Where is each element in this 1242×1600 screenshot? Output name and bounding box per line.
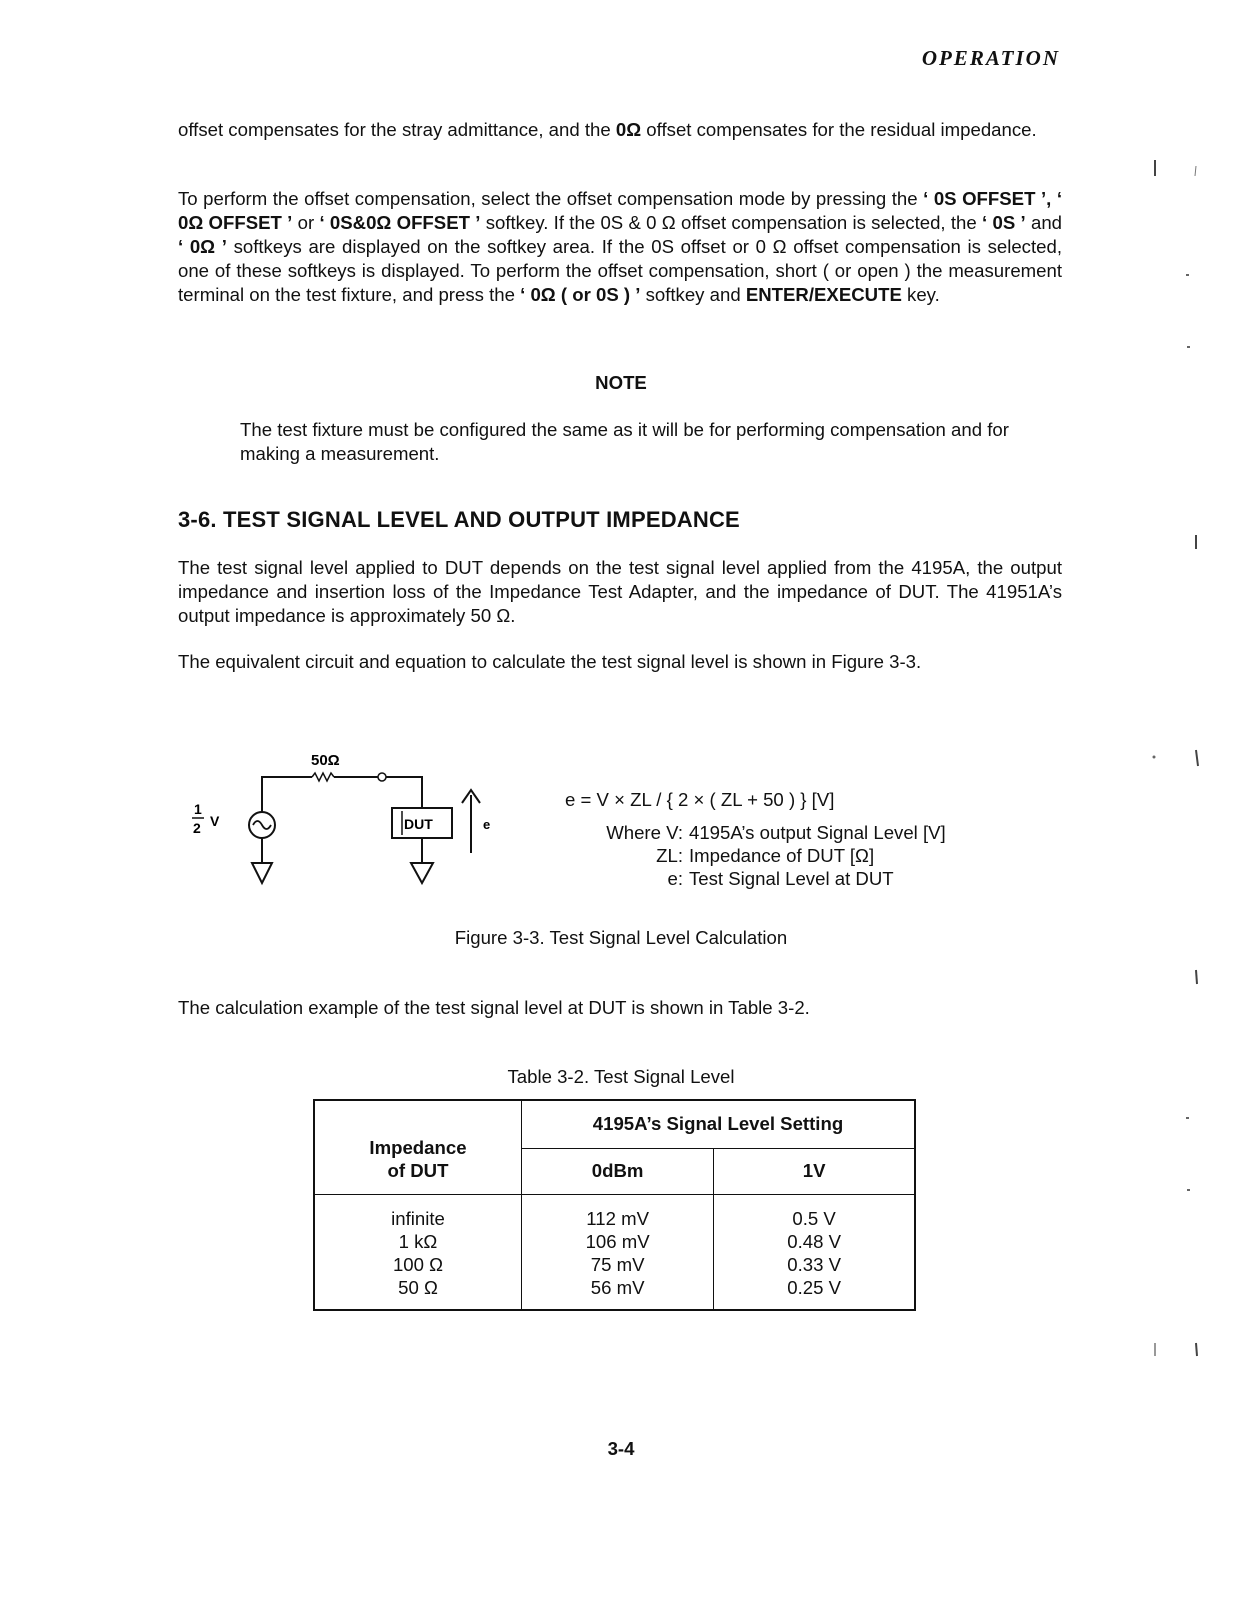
- paragraph-table-intro: The calculation example of the test signal level at DUT is shown in Table 3-2.: [178, 997, 810, 1018]
- paragraph-offset-procedure: To perform the offset compensation, select the offset compensation mode by pressing the ‘ 0S OFFSET ’, ‘ 0Ω OFFSET ’ or ‘ 0S&0Ω OFFSET ’ softkey. If the 0S & 0 Ω offset compensation is selected, the ‘ 0S ’ and ‘ 0Ω ’ softkeys are displayed on the softkey area. If the 0S offset or 0 Ω offset compensation is selected, one of these softkeys is displayed. To perform the offset compensation, short ( or open ) the measurement terminal on the test fixture, and press the ‘ 0Ω ( or 0S ) ’ softkey and ENTER/EXECUTE key.: [178, 188, 1062, 305]
- paragraph-signal-level: The test signal level applied to DUT depends on the test signal level applied from the 4195A, the output impedance and insertion loss of the Impedance Test Adapter, and the impedance of DUT. The 41951A’s output impedance is approximately 50 Ω.: [178, 557, 1062, 626]
- source-unit: V: [210, 813, 220, 829]
- paragraph-figure-ref: The equivalent circuit and equation to calculate the test signal level is shown in Figure 3-3.: [178, 651, 922, 672]
- equation-block: [565, 788, 946, 890]
- where-row: Where V: 4195A’s output Signal Level [V]: [606, 822, 946, 843]
- equivalent-circuit-diagram: [180, 745, 510, 905]
- figure-caption: Figure 3-3. Test Signal Level Calculation: [454, 927, 788, 948]
- where-row: ZL: Impedance of DUT [Ω]: [656, 845, 875, 866]
- where-row: e: Test Signal Level at DUT: [667, 868, 894, 889]
- voltage-label-e: e: [483, 817, 491, 832]
- paragraph-offset-intro: offset compensates for the stray admittance, and the 0Ω offset compensates for the residual impedance.: [178, 119, 1037, 140]
- ground-symbol-right: [411, 863, 433, 883]
- page-header: OPERATION: [921, 46, 1060, 70]
- impedance-values: infinite 1 kΩ 100 Ω 50 Ω: [314, 1194, 521, 1310]
- source-fraction-num: 1: [194, 801, 202, 817]
- section-title: 3-6. TEST SIGNAL LEVEL AND OUTPUT IMPEDANCE: [178, 507, 740, 532]
- scan-margin-marks: [1140, 150, 1210, 1370]
- group-header: 4195A’s Signal Level Setting: [521, 1100, 915, 1148]
- resistor-symbol: [312, 773, 334, 781]
- column-header-1v: 1V: [714, 1148, 915, 1194]
- column-header-dbm: 0dBm: [521, 1148, 713, 1194]
- test-signal-table: [313, 1099, 916, 1311]
- column-header-impedance: Impedance of DUT: [314, 1100, 521, 1194]
- resistor-label: 50Ω: [311, 752, 340, 769]
- terminal-node: [378, 773, 386, 781]
- note-body: The test fixture must be configured the same as it will be for performing compensation and for making a measurement.: [240, 419, 1009, 464]
- table-row: [314, 1194, 915, 1310]
- source-fraction-den: 2: [193, 820, 201, 836]
- dut-label: DUT: [404, 816, 433, 832]
- note-title: NOTE: [595, 372, 647, 393]
- table-caption: Table 3-2. Test Signal Level: [507, 1066, 735, 1087]
- page-number: 3-4: [607, 1438, 635, 1459]
- ground-symbol-left: [252, 863, 272, 883]
- volt-values: 0.5 V 0.48 V 0.33 V 0.25 V: [714, 1194, 915, 1310]
- equation: e = V × ZL / { 2 × ( ZL + 50 ) } [V]: [565, 789, 835, 810]
- dbm-values: 112 mV 106 mV 75 mV 56 mV: [521, 1194, 713, 1310]
